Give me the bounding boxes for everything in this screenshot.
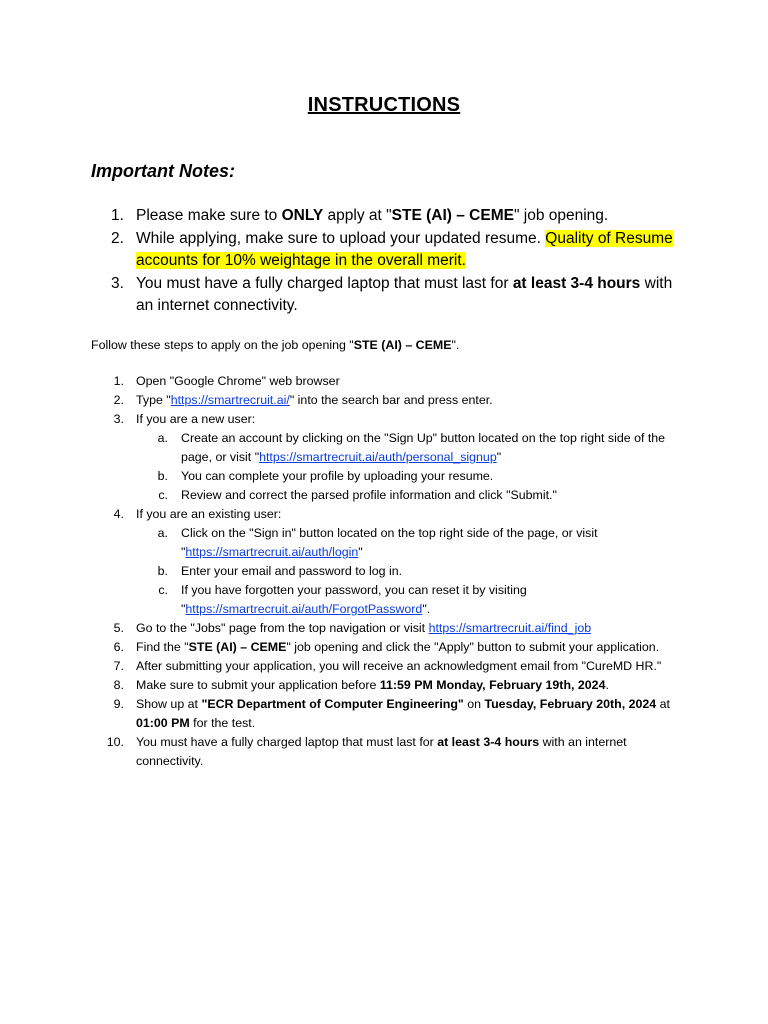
list-number: 1. [111,207,124,224]
step-item: 9. Show up at "ECR Department of Computer Engineering" on Tuesday, February 20th, 2024 at 01:00 PM for the test. [91,695,691,733]
step-item: 7. After submitting your application, you will receive an acknowledgment email from "CureMD HR." [91,657,691,676]
signup-link[interactable]: https://smartrecruit.ai/auth/personal_signup [259,450,497,464]
sub-step-item: c. Review and correct the parsed profile information and click "Submit." [136,486,691,505]
step-item: 1. Open "Google Chrome" web browser [91,372,691,391]
step-item: 5. Go to the "Jobs" page from the top navigation or visit https://smartrecruit.ai/find_job [91,619,691,638]
sub-step-letter: a. [157,431,168,445]
list-item: 2. While applying, make sure to upload your updated resume. Quality of Resume accounts for 10% weightage in the overall merit. [111,229,673,269]
sub-steps-list [136,524,691,619]
sub-step-item: c. If you have forgotten your password, you can reset it by visiting "https://smartrecruit.ai/auth/ForgotPassword". [136,581,691,619]
step-number: 7. [113,659,124,673]
step-number: 9. [113,697,124,711]
sub-step-letter: c. [158,583,168,597]
step-item: 2. Type "https://smartrecruit.ai/" into the search bar and press enter. [91,391,691,410]
step-number: 3. [113,412,124,426]
step-number: 6. [113,640,124,654]
step-item: 10. You must have a fully charged laptop that must last for at least 3-4 hours with an internet connectivity. [91,733,691,771]
sub-steps-list [136,429,691,505]
highlighted-text: Quality of Resume accounts for 10% weightage in the overall merit. [136,229,673,269]
notes-heading: Important Notes: [91,161,235,181]
steps-list [91,372,691,771]
page-title: INSTRUCTIONS [307,94,461,116]
list-item: 1. Please make sure to ONLY apply at "STE (AI) – CEME" job opening. [91,205,691,228]
step-number: 4. [113,507,124,521]
step-item: 4. If you are an existing user: a. Click on the "Sign in" button located on the top right side of the page, or visit "https://smartrecruit.ai/auth/login" b. Enter your email and password to log in. c. If you have forgotten your password, you can reset it by visiting "https://smartrecruit.ai/auth/ForgotPassword". [91,505,691,619]
step-number: 5. [113,621,124,635]
sub-step-letter: b. [157,564,168,578]
sub-step-letter: b. [157,469,168,483]
step-item: 6. Find the "STE (AI) – CEME" job opening and click the "Apply" button to submit your application. [91,638,691,657]
sub-step-item: a. Create an account by clicking on the "Sign Up" button located on the top right side of the page, or visit "https://smartrecruit.ai/auth/personal_signup" [136,429,691,467]
sub-step-item: a. Click on the "Sign in" button located on the top right side of the page, or visit "https://smartrecruit.ai/auth/login" [136,524,691,562]
login-link[interactable]: https://smartrecruit.ai/auth/login [185,545,359,559]
step-item: 8. Make sure to submit your application before 11:59 PM Monday, February 19th, 2024. [91,676,691,695]
steps-intro: Follow these steps to apply on the job opening "STE (AI) – CEME". [91,338,460,352]
list-item: 3. You must have a fully charged laptop that must last for at least 3-4 hours with an internet connectivity. [111,274,673,314]
step-item: 3. If you are a new user: a. Create an account by clicking on the "Sign Up" button located on the top right side of the page, or visit "https://smartrecruit.ai/auth/personal_signup" b. You can complete your profile by uploading your resume. c. Review and correct the parsed profile information and click "Submit." [91,410,691,505]
list-number: 3. [111,274,124,292]
sub-step-letter: a. [157,526,168,540]
forgot-password-link[interactable]: https://smartrecruit.ai/auth/ForgotPassword [185,602,423,616]
step-number: 2. [113,393,124,407]
step-number: 8. [113,678,124,692]
list-number: 2. [111,229,124,247]
sub-step-item: b. Enter your email and password to log in. [136,562,691,581]
sub-step-letter: c. [158,488,168,502]
find-job-link[interactable]: https://smartrecruit.ai/find_job [428,621,592,635]
step-number: 1. [113,374,124,388]
step-number: 10. [106,735,124,749]
smartrecruit-home-link[interactable]: https://smartrecruit.ai/ [170,393,290,407]
important-notes-list [91,205,691,318]
sub-step-item: b. You can complete your profile by uploading your resume. [136,467,691,486]
